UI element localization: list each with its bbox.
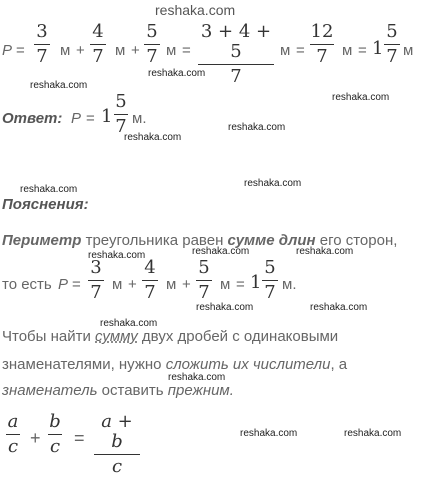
rule-line-1: Чтобы найти сумму двух дробей с одинаковыми — [2, 328, 339, 345]
equals: = — [16, 42, 25, 59]
watermark: reshaka.com — [310, 302, 368, 313]
answer-label: Ответ: — [2, 110, 63, 127]
fraction-a-c: a c — [7, 411, 19, 457]
unit: м — [280, 42, 291, 59]
watermark: reshaka.com — [240, 428, 298, 439]
unit: м — [220, 276, 231, 293]
p-symbol: P — [2, 42, 13, 59]
watermark: reshaka.com — [332, 92, 390, 103]
text: то есть — [2, 276, 52, 293]
fraction-apb-c: a + b c — [94, 412, 140, 477]
unit: м — [112, 276, 123, 293]
p-symbol: P — [71, 110, 82, 127]
fraction-4-7: 4 7 — [90, 22, 106, 67]
watermark: reshaka.com — [100, 318, 158, 329]
unit: м. — [132, 110, 147, 127]
term-sum: сумме длин — [227, 232, 316, 249]
plus: + — [76, 42, 85, 59]
watermark-top: reshaka.com — [155, 2, 236, 18]
watermark: reshaka.com — [296, 246, 354, 257]
whole-part: 1 — [250, 272, 262, 293]
watermark: reshaka.com — [344, 428, 402, 439]
whole-part: 1 — [101, 106, 113, 127]
rule-line-2: знаменателями, нужно сложить их числители, а — [2, 356, 348, 373]
fraction-12-7: 12 7 — [310, 21, 334, 67]
fraction-3-7: 3 7 — [34, 22, 50, 67]
fraction-5-7: 5 7 — [196, 258, 212, 303]
equals: = — [86, 110, 95, 127]
term-perimeter: Периметр — [2, 232, 82, 249]
fraction-sum-7: 3 + 4 + 5 7 — [198, 22, 274, 87]
plus: + — [30, 428, 41, 448]
equals: = — [236, 276, 245, 293]
watermark: reshaka.com — [228, 122, 286, 133]
unit: м — [166, 42, 177, 59]
answer-fraction: 5 7 — [115, 91, 127, 137]
plus: + — [131, 42, 140, 59]
whole-part: 1 — [372, 38, 384, 59]
fraction-5-7-result: 5 7 — [384, 22, 400, 67]
unit: м — [403, 42, 414, 59]
watermark: reshaka.com — [244, 178, 302, 189]
rule-line-3: знаменатель оставить прежним. — [2, 382, 234, 399]
watermark: reshaka.com — [148, 68, 206, 79]
p-symbol: P — [58, 276, 69, 293]
equals: = — [296, 42, 305, 59]
watermark: reshaka.com — [20, 184, 78, 195]
unit: м — [342, 42, 353, 59]
equals: = — [358, 42, 367, 59]
watermark: reshaka.com — [168, 372, 226, 383]
fraction-5-7: 5 7 — [144, 22, 160, 67]
text: его сторон, — [319, 232, 398, 249]
plus: + — [128, 276, 137, 293]
watermark: reshaka.com — [30, 80, 88, 91]
fraction-b-c: b c — [49, 411, 61, 457]
equals: = — [182, 42, 191, 59]
plus: + — [182, 276, 191, 293]
unit: м — [60, 42, 71, 59]
fraction-4-7: 4 7 — [142, 258, 158, 303]
unit: м. — [282, 276, 297, 293]
fraction-3-7: 3 7 — [88, 258, 104, 303]
fraction-5-7-result: 5 7 — [262, 258, 278, 303]
watermark: reshaka.com — [88, 250, 146, 261]
watermark: reshaka.com — [196, 302, 254, 313]
unit: м — [166, 276, 177, 293]
text: треугольника равен — [85, 232, 224, 249]
equals: = — [72, 276, 81, 293]
unit: м — [115, 42, 126, 59]
equals: = — [74, 428, 85, 448]
watermark: reshaka.com — [192, 246, 250, 257]
watermark: reshaka.com — [124, 132, 182, 143]
explanation-label: Пояснения: — [2, 196, 89, 213]
